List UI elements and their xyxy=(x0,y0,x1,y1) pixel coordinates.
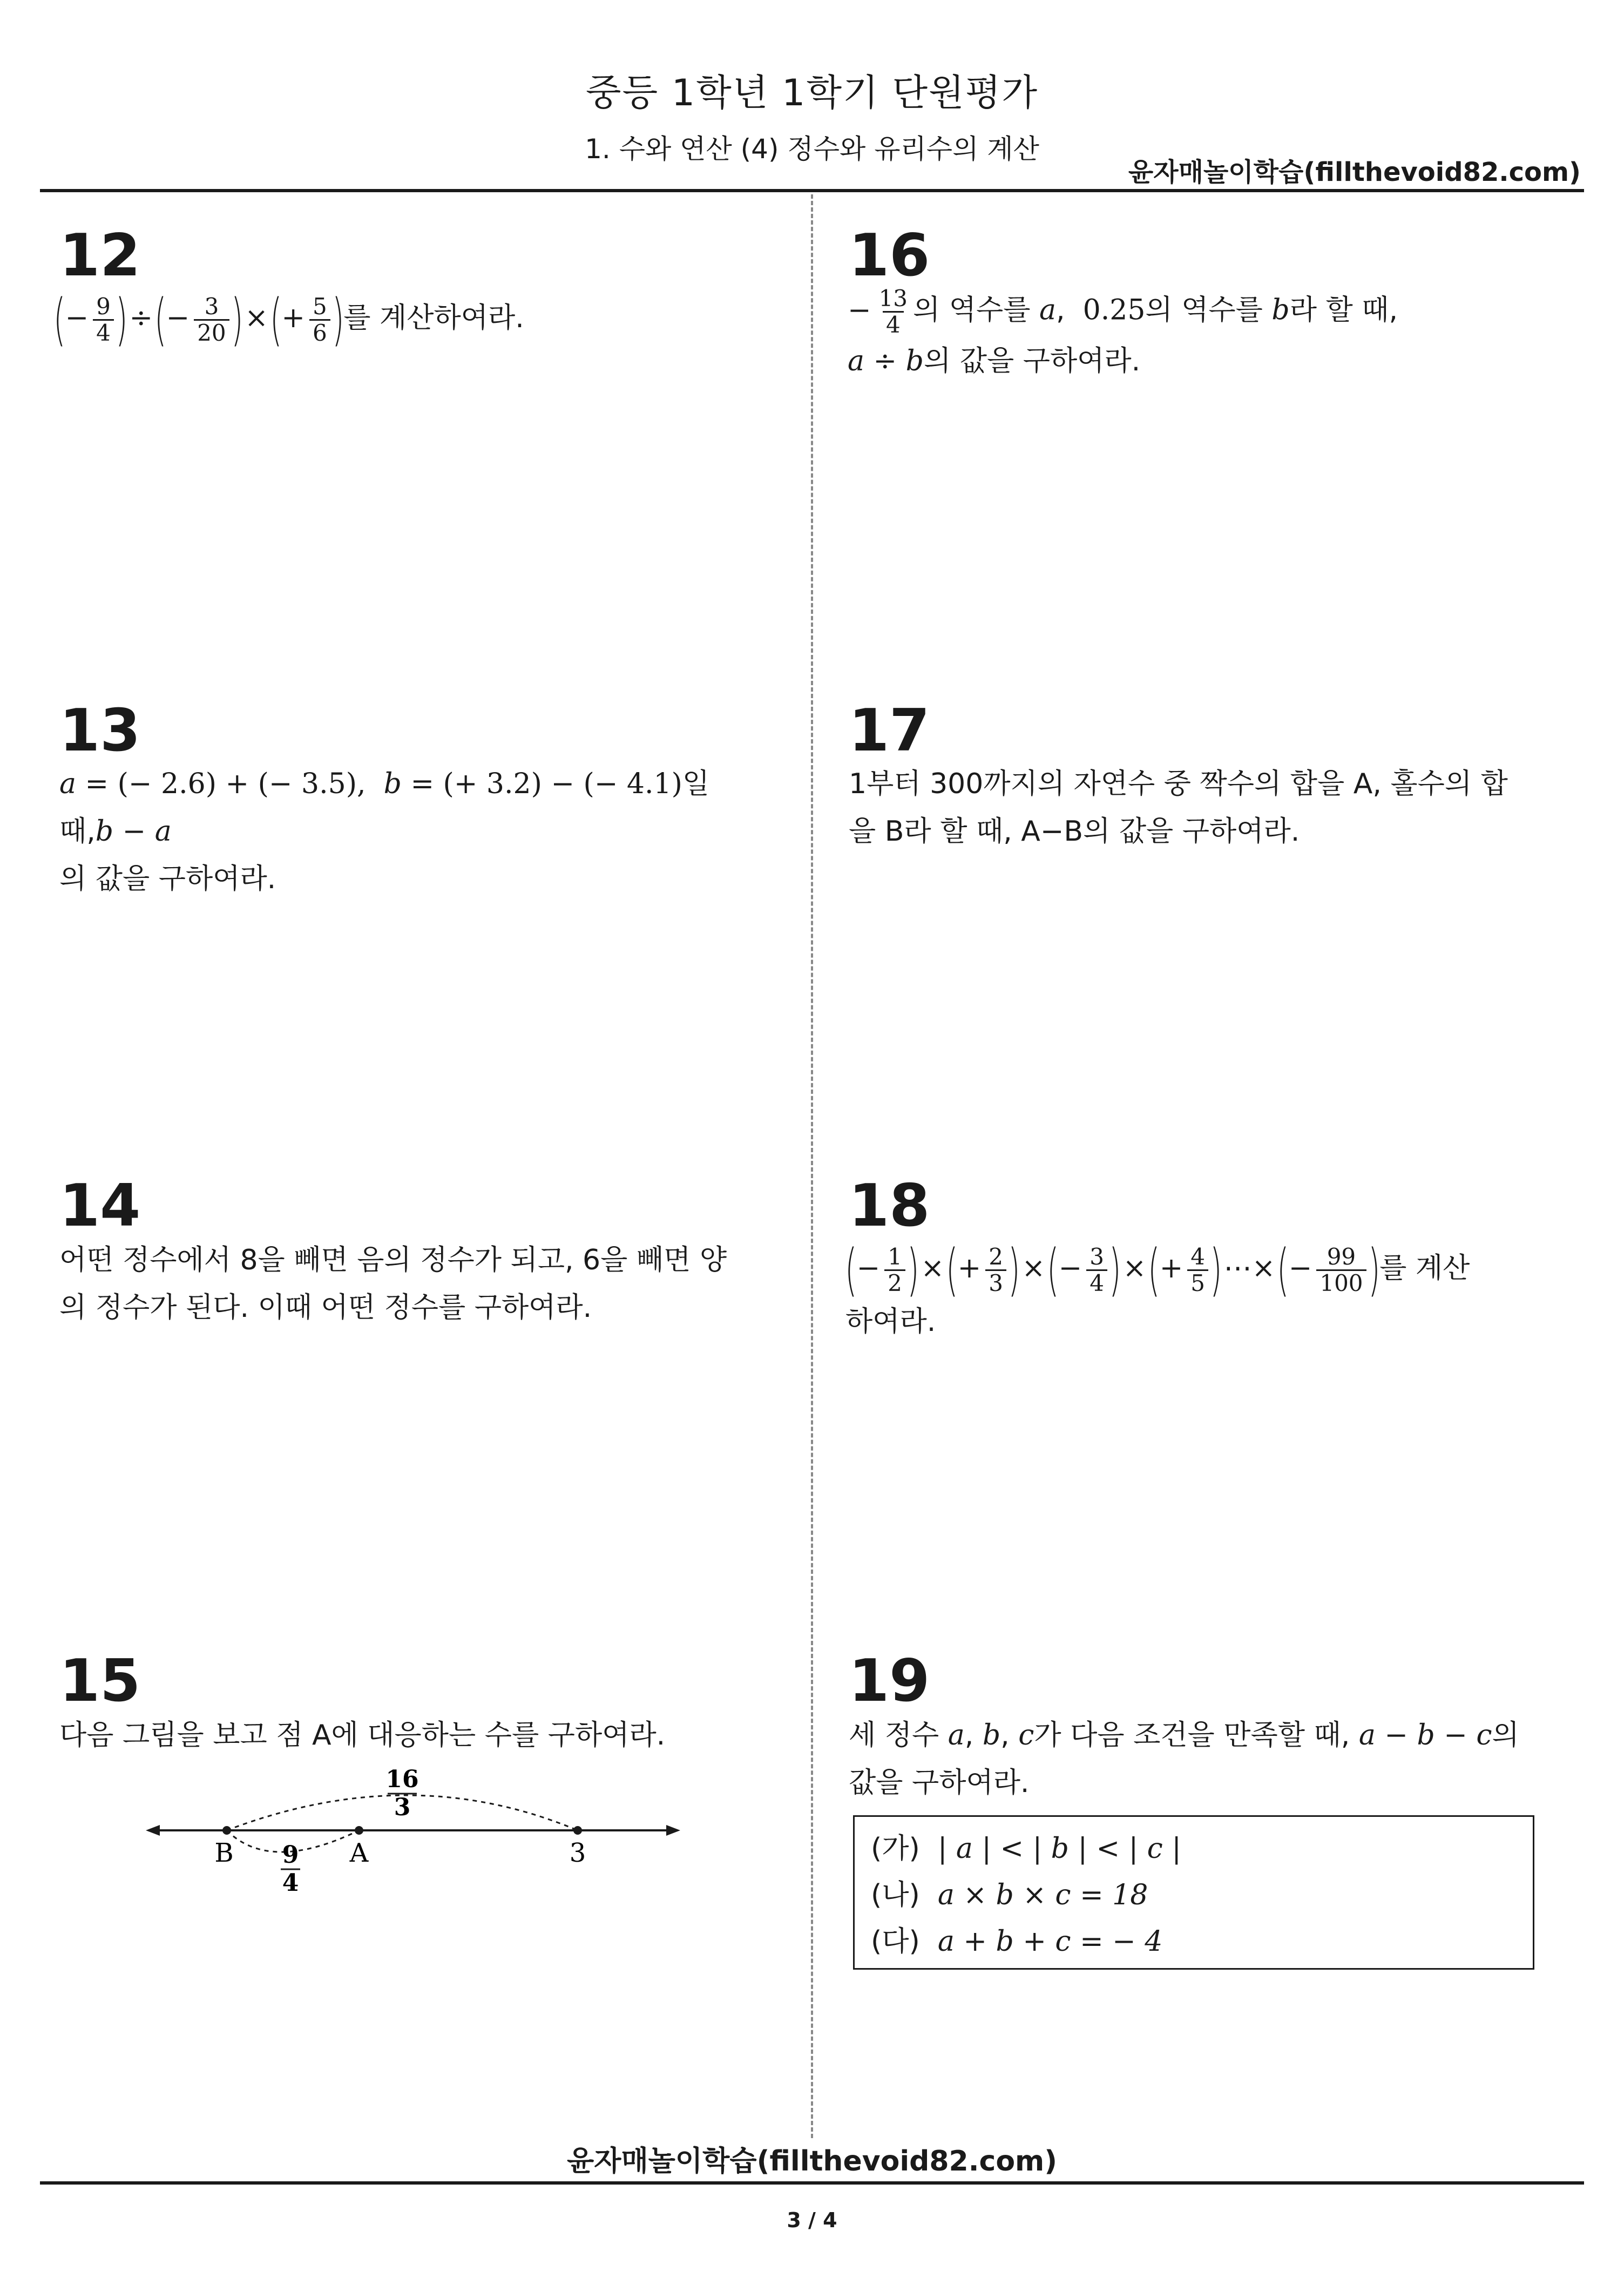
question-14-text: 어떤 정수에서 8을 빼면 음의 정수가 되고, 6을 빼면 양 의 정수가 된다. 이때 어떤 정수를 구하여라. xyxy=(59,1244,727,1324)
page-title: 중등 1학년 1학기 단원평가 xyxy=(585,72,1039,114)
question-18-text: (− $\frac{1}{2}$ )×(+ $\frac{2}{3}$ )×(− $\frac{3}{4}$ )×(+ $\frac{4}{5}$ )⋯×(− $\frac{99}{100}$ )를 계산 하여라. xyxy=(845,1237,1470,1338)
page-number: 3 / 4 xyxy=(787,2208,837,2232)
label-3: 3 xyxy=(569,1838,586,1868)
question-13-text: a = (− 2.6) + (− 3.5), b = (+ 3.2) − (− 4.1)일 때,b − a 의 값을 구하여라. xyxy=(59,768,710,895)
question-12-text: (− $\frac{9}{4}$ )÷(− $\frac{3}{20}$ )×(+ $\frac{5}{6}$ )를 계산하여라. xyxy=(53,287,524,353)
footer-rule xyxy=(40,2181,1584,2185)
conditions-box xyxy=(853,1815,1534,1970)
question-number-14: 14 xyxy=(59,1172,141,1240)
header-rule xyxy=(40,189,1584,192)
arc-big-denominator: 3 xyxy=(394,1794,411,1821)
header-brand: 윤자매놀이학습(fillthevoid82.com) xyxy=(1128,157,1581,187)
column-divider xyxy=(811,194,813,2138)
label-a: A xyxy=(349,1838,369,1868)
question-19-text: 세 정수 a, b, c가 다음 조건을 만족할 때, a − b − c의 값을 구하여라. xyxy=(849,1719,1519,1799)
footer-brand: 윤자매놀이학습(fillthevoid82.com) xyxy=(566,2145,1057,2178)
condition-row: (가) | a | < | b | < | c | xyxy=(871,1833,1181,1865)
condition-row: (다) a + b + c = − 4 xyxy=(871,1925,1163,1958)
arrow-right-icon xyxy=(666,1825,680,1836)
question-17-text: 1부터 300까지의 자연수 중 짝수의 합을 A, 홀수의 합 을 B라 할 때, A−B의 값을 구하여라. xyxy=(849,768,1508,848)
label-b: B xyxy=(214,1838,234,1868)
question-number-13: 13 xyxy=(59,697,141,765)
point-a xyxy=(355,1826,363,1835)
question-number-17: 17 xyxy=(849,697,930,765)
point-3 xyxy=(573,1826,582,1835)
arrow-left-icon xyxy=(146,1825,160,1836)
question-16-text: − $\frac{13}{4}$ 의 역수를 a, 0.25의 역수를 b라 할 때, a ÷ b의 값을 구하여라. xyxy=(848,285,1398,377)
question-number-19: 19 xyxy=(849,1647,930,1715)
page-subtitle: 1. 수와 연산 (4) 정수와 유리수의 계산 xyxy=(585,133,1039,165)
question-number-15: 15 xyxy=(59,1647,141,1715)
number-line-figure xyxy=(146,1766,680,1906)
question-number-12: 12 xyxy=(59,222,141,289)
condition-row: (나) a × b × c = 18 xyxy=(871,1879,1148,1911)
question-number-16: 16 xyxy=(849,222,930,289)
question-number-18: 18 xyxy=(849,1172,930,1240)
arc-small-denominator: 4 xyxy=(282,1869,299,1897)
point-b xyxy=(222,1826,231,1835)
arc-small-numerator: 9 xyxy=(282,1841,299,1869)
arc-big-numerator: 16 xyxy=(385,1766,419,1793)
question-15-text: 다음 그림을 보고 점 A에 대응하는 수를 구하여라. xyxy=(59,1719,666,1752)
